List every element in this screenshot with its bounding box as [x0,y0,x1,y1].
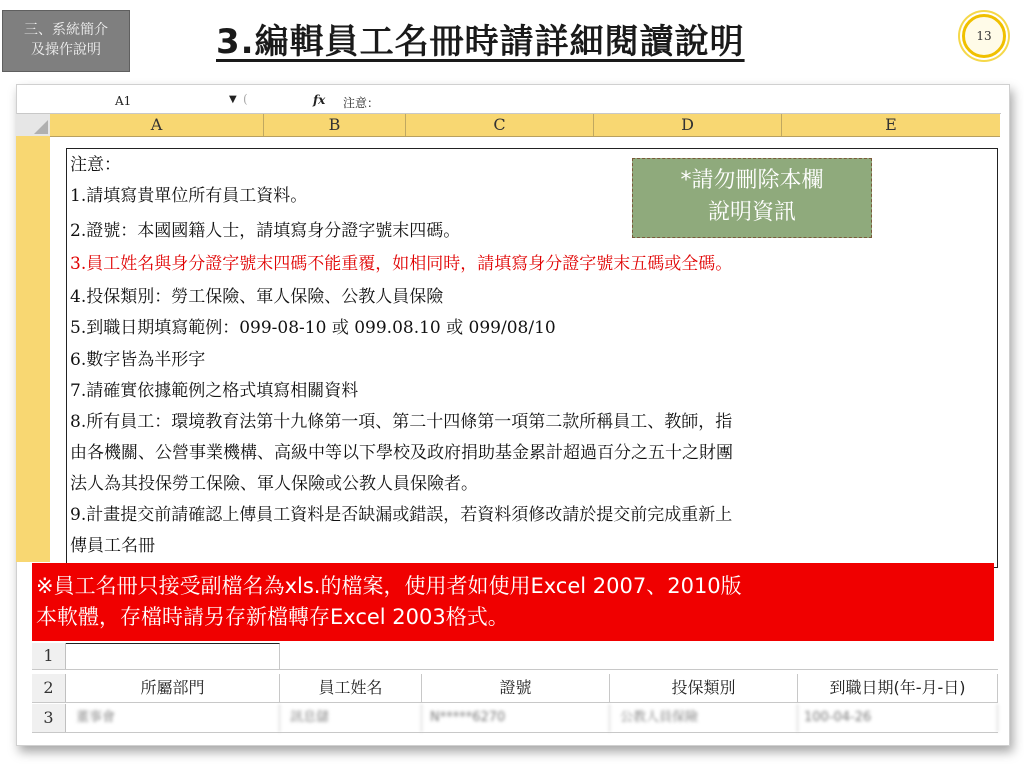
row-header-strip [16,136,50,562]
table-cell[interactable]: 員工姓名 [280,674,422,702]
do-not-delete-line-2: 說明資訊 [707,200,796,225]
column-header-e[interactable]: E [885,115,897,134]
table-row [32,674,998,703]
note-heading: 注意： [70,155,121,175]
name-box-dropdown-icon[interactable]: ▼ [229,94,237,105]
row-number[interactable]: 3 [32,704,66,732]
row-number[interactable]: 1 [32,643,66,669]
file-format-warning-banner [32,563,994,641]
table-cell[interactable]: 董事會 [66,704,280,732]
page-number-badge: 13 [962,14,1006,58]
row-number[interactable]: 2 [32,674,66,702]
note-item-1: 1.請填寫貴單位所有員工資料。 [70,186,308,206]
table-row [32,643,998,670]
select-all-corner[interactable] [16,114,51,136]
table-cell[interactable]: 證號 [422,674,610,702]
note-item-7: 7.請確實依據範例之格式填寫相關資料 [70,381,359,401]
note-item-8-cont-1: 由各機關、公營事業機構、高級中等以下學校及政府捐助基金累計超過百分之五十之財團 [70,443,733,463]
note-item-9-cont: 傳員工名冊 [70,536,155,556]
note-item-9: 9.計畫提交前請確認上傳員工資料是否缺漏或錯誤，若資料須修改請於提交前完成重新上 [70,505,733,525]
column-header-a[interactable]: A [50,114,264,136]
column-headers [50,114,1000,137]
function-icon[interactable]: fx [313,93,326,107]
warning-line-1: ※員工名冊只接受副檔名為xls.的檔案，使用者如使用Excel 2007、2010版 [36,574,742,598]
note-item-3: 3.員工姓名與身分證字號末四碼不能重覆，如相同時，請填寫身分證字號末五碼或全碼。 [70,254,733,274]
slide-title: 3.編輯員工名冊時請詳細閱讀說明 [216,22,745,62]
section-line-1: 三、系統簡介 [24,22,108,38]
warning-line-2: 本軟體，存檔時請另存新檔轉存Excel 2003格式。 [36,605,509,629]
note-item-4: 4.投保類別：勞工保險、軍人保險、公教人員保險 [70,287,444,307]
note-item-6: 6.數字皆為半形字 [70,350,206,370]
table-cell[interactable]: 100-04-26 [798,704,998,732]
formula-content[interactable]: 注意： [343,96,380,110]
section-tab [2,10,130,72]
table-cell[interactable]: 所屬部門 [66,674,280,702]
table-cell[interactable]: N*****6270 [422,704,610,732]
column-header-d[interactable]: D [594,114,782,136]
table-cell[interactable]: 投保類別 [610,674,798,702]
do-not-delete-line-1: *請勿刪除本欄 [680,168,824,193]
table-cell[interactable]: 公教人員保險 [610,704,798,732]
note-item-5: 5.到職日期填寫範例：099-08-10 或 099.08.10 或 099/08/10 [70,318,556,338]
note-item-8-cont-2: 法人為其投保勞工保險、軍人保險或公教人員保險者。 [70,474,478,494]
note-item-2: 2.證號：本國國籍人士，請填寫身分證字號末四碼。 [70,221,461,241]
formula-paren-icon: ( [243,92,248,106]
table-row [32,704,998,733]
table-cell[interactable]: 訊息儲 [280,704,422,732]
column-header-b[interactable]: B [264,114,406,136]
do-not-delete-notice [632,158,872,238]
section-line-2: 及操作說明 [31,42,101,58]
name-box[interactable]: A1 [115,94,132,108]
column-header-c[interactable]: C [406,114,594,136]
formula-bar [17,91,1001,114]
table-cell[interactable] [66,643,280,669]
table-cell[interactable]: 到職日期(年-月-日) [798,674,998,702]
note-item-8: 8.所有員工：環境教育法第十九條第一項、第二十四條第一項第二款所稱員工、教師，指 [70,412,733,432]
